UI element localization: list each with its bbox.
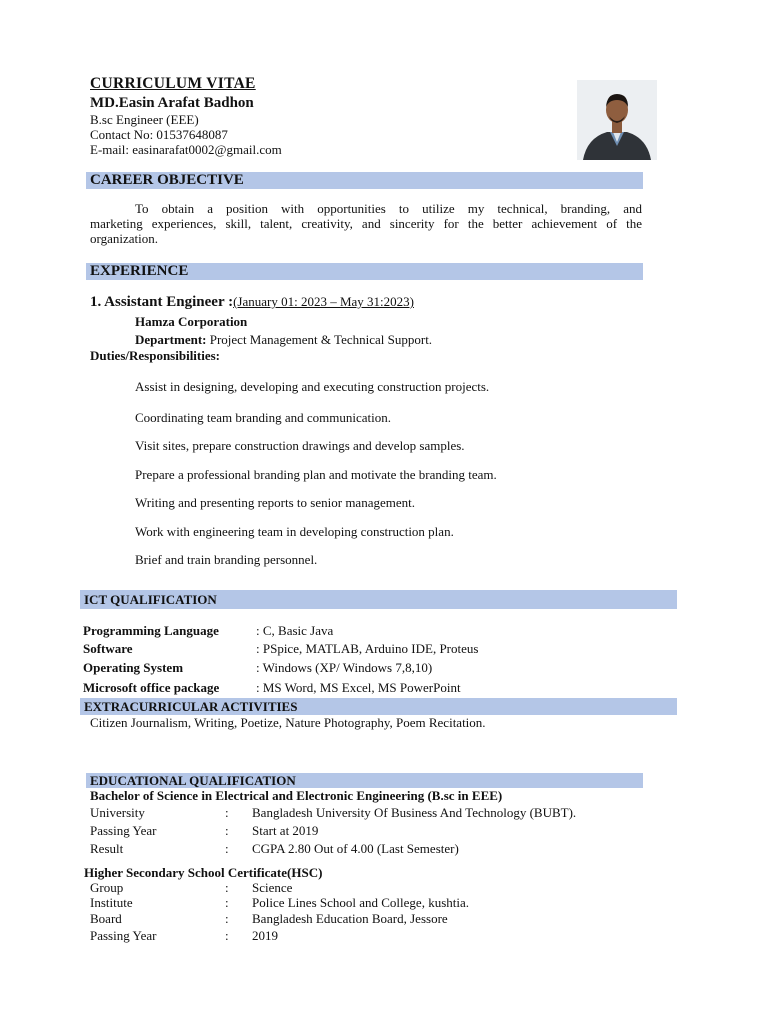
edu-row-label: Board xyxy=(90,911,122,926)
career-text-line1-content: To obtain a position with opportunities to utilize my technical, branding, and xyxy=(135,201,642,216)
edu-row-label: University xyxy=(90,805,145,820)
career-text-line1 xyxy=(90,201,642,217)
ict-row-label: Software xyxy=(83,641,133,656)
cv-title: CURRICULUM VITAE xyxy=(90,75,256,92)
education-header xyxy=(86,773,643,788)
education-heading: EDUCATIONAL QUALIFICATION xyxy=(90,773,296,788)
email-line: E-mail: easinarafat0002@gmail.com xyxy=(90,142,282,157)
duty-item: Brief and train branding personnel. xyxy=(135,552,318,567)
job-dates: (January 01: 2023 – May 31:2023) xyxy=(233,294,414,309)
extracurricular-heading: EXTRACURRICULAR ACTIVITIES xyxy=(84,699,298,714)
edu-row-colon: : xyxy=(225,841,229,856)
edu-row-colon: : xyxy=(225,880,229,895)
career-objective-header xyxy=(86,172,643,189)
extracurricular-header xyxy=(80,698,677,715)
edu-row-label: Institute xyxy=(90,895,133,910)
profile-photo xyxy=(577,80,657,160)
edu-row-label: Passing Year xyxy=(90,928,157,943)
candidate-name: MD.Easin Arafat Badhon xyxy=(90,95,254,111)
edu-row-colon: : xyxy=(225,895,229,910)
duty-item: Writing and presenting reports to senior management. xyxy=(135,495,415,510)
department-line xyxy=(135,332,432,348)
duty-item: Assist in designing, developing and executing construction projects. xyxy=(135,379,490,394)
bsc-title: Bachelor of Science in Electrical and Electronic Engineering (B.sc in EEE) xyxy=(90,788,503,803)
career-text-line2: marketing experiences, skill, talent, creativity, and sincerity for the better achievement of the xyxy=(90,216,642,231)
ict-row-value: : PSpice, MATLAB, Arduino IDE, Proteus xyxy=(256,641,479,656)
edu-row-label: Result xyxy=(90,841,124,856)
career-text-line3: organization. xyxy=(90,231,158,246)
edu-row-value: Bangladesh University Of Business And Technology (BUBT). xyxy=(252,805,577,820)
experience-heading: EXPERIENCE xyxy=(90,263,189,279)
edu-row-colon: : xyxy=(225,911,229,926)
ict-row-value: : C, Basic Java xyxy=(256,623,334,638)
person-portrait-icon xyxy=(577,80,657,160)
ict-header xyxy=(80,590,677,609)
hsc-title: Higher Secondary School Certificate(HSC) xyxy=(84,865,323,880)
contact-line: Contact No: 01537648087 xyxy=(90,127,228,142)
duty-item: Prepare a professional branding plan and motivate the branding team. xyxy=(135,467,497,482)
degree-line: B.sc Engineer (EEE) xyxy=(90,112,199,127)
edu-row-value: CGPA 2.80 Out of 4.00 (Last Semester) xyxy=(252,841,459,856)
edu-row-value: Bangladesh Education Board, Jessore xyxy=(252,911,448,926)
edu-row-colon: : xyxy=(225,928,229,943)
extracurricular-text: Citizen Journalism, Writing, Poetize, Nature Photography, Poem Recitation. xyxy=(90,715,486,730)
edu-row-colon: : xyxy=(225,805,229,820)
edu-row-value: Police Lines School and College, kushtia. xyxy=(252,895,469,910)
edu-row-colon: : xyxy=(225,823,229,838)
edu-row-value: Start at 2019 xyxy=(252,823,319,838)
job-title: 1. Assistant Engineer : xyxy=(90,294,234,310)
career-objective-heading: CAREER OBJECTIVE xyxy=(90,172,244,188)
ict-row-label: Operating System xyxy=(83,660,184,675)
edu-row-value: 2019 xyxy=(252,928,278,943)
duty-item: Coordinating team branding and communication. xyxy=(135,410,391,425)
edu-row-label: Passing Year xyxy=(90,823,157,838)
duty-item: Visit sites, prepare construction drawings and develop samples. xyxy=(135,438,465,453)
company-name: Hamza Corporation xyxy=(135,314,248,329)
experience-header xyxy=(86,263,643,280)
ict-row-value: : MS Word, MS Excel, MS PowerPoint xyxy=(256,680,461,695)
department-value: Project Management & Technical Support. xyxy=(206,332,433,347)
job-title-line xyxy=(90,293,414,311)
duty-item: Work with engineering team in developing construction plan. xyxy=(135,524,454,539)
edu-row-label: Group xyxy=(90,880,124,895)
edu-row-value: Science xyxy=(252,880,293,895)
ict-row-label: Microsoft office package xyxy=(83,680,220,695)
duties-label: Duties/Responsibilities: xyxy=(90,348,221,363)
ict-heading: ICT QUALIFICATION xyxy=(84,592,217,607)
ict-row-label: Programming Language xyxy=(83,623,219,638)
department-label: Department: xyxy=(135,332,207,347)
ict-row-value: : Windows (XP/ Windows 7,8,10) xyxy=(256,660,433,675)
